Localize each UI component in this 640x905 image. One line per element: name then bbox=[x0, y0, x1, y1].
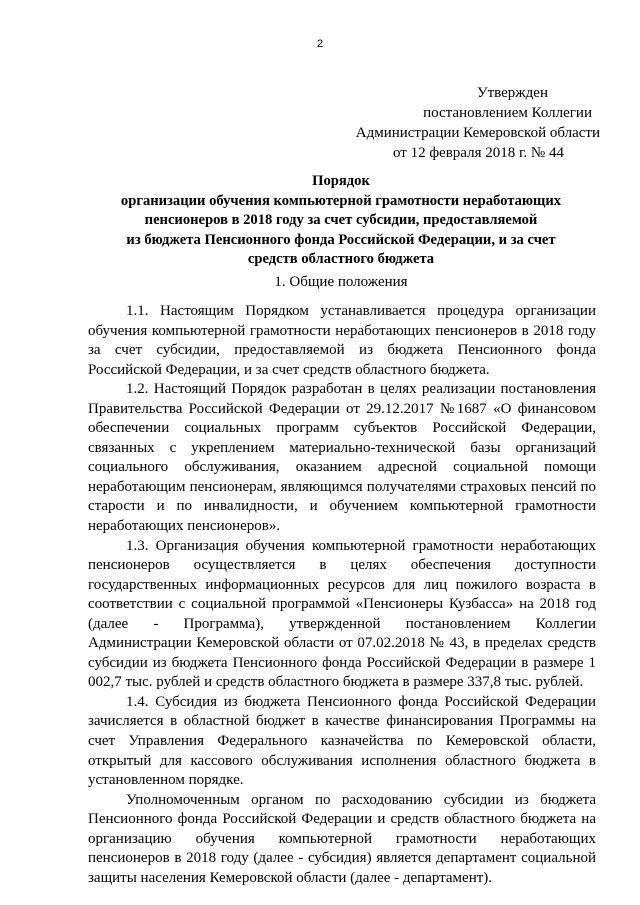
page-number: 2 bbox=[316, 38, 324, 50]
paragraph-1-1: 1.1. Настоящим Порядком устанавливается процедура организации обучения компьютерной грамотности неработающих пенсионеров в 2018 году за счет субсидии, предоставляемой из бюджета Пенсионного фонда Российской Федерации, и за счет средств областного бюджета. bbox=[88, 303, 596, 378]
paragraph-1-3: 1.3. Организация обучения компьютерной грамотности неработающих пенсионеров осуществляется в целях обеспечения доступности государственных информационных ресурсов для лиц пожилого возраста в соответствии с социальной программой «Пенсионеры Кузбасса» на 2018 год (далее - Программа), утвержденной постановлением Коллегии Администрации Кемеровской области от 07.02.2018 № 43, в пределах средств субсидии из бюджета Пенсионного фонда Российской Федерации в размере 1 002,7 тыс. рублей и средств областного бюджета в размере 337,8 тыс. рублей. bbox=[88, 537, 596, 691]
paragraph-authorized-body: Уполномоченным органом по расходованию субсидии из бюджета Пенсионного фонда Российской Федерации и средств областного бюджета на организацию обучения компьютерной грамотности неработающих пенсионеров в 2018 году (далее - субсидия) является департамент социальной защиты населения Кемеровской области (далее - департамент). bbox=[88, 791, 596, 886]
title-line: организации обучения компьютерной грамотности неработающих bbox=[120, 192, 562, 209]
approval-line-approved: Утвержден bbox=[476, 85, 548, 101]
title-line: пенсионеров в 2018 году за счет субсидии, предоставляемой bbox=[144, 212, 538, 229]
paragraph-1-4: 1.4. Субсидия из бюджета Пенсионного фонда Российской Федерации зачисляется в областной бюджет в качестве финансирования Программы на счет Управления Федерального казначейства по Кемеровской области, открытый для кассового обслуживания исполнения областного бюджета в установленном порядке. bbox=[88, 693, 596, 789]
title-line: Порядок bbox=[312, 173, 370, 189]
approval-line-resolution: постановлением Коллегии bbox=[423, 105, 592, 121]
approval-line-date: от 12 февраля 2018 г. № 44 bbox=[392, 145, 564, 161]
paragraph-1-2: 1.2. Настоящий Порядок разработан в целях реализации постановления Правительства Российской Федерации от 29.12.2017 №1687 «О финансовом обеспечении социальных программ субъектов Российской Федерации, связанных с укреплением материально-технической базы организаций социального обслуживания, оказанием адресной социальной помощи неработающим пенсионерам, являющимся получателями страховых пенсий по старости и по инвалидности, и обучением компьютерной грамотности неработающих пенсионеров». bbox=[88, 381, 596, 535]
document-body bbox=[88, 302, 596, 888]
approval-line-administration: Администрации Кемеровской области bbox=[355, 125, 600, 141]
document-title bbox=[88, 172, 594, 270]
title-line: из бюджета Пенсионного фонда Российской Федерации, и за счет bbox=[126, 231, 556, 248]
approval-stamp bbox=[340, 83, 600, 163]
section-heading: 1. Общие положения bbox=[274, 274, 408, 290]
title-line: средств областного бюджета bbox=[247, 251, 435, 268]
